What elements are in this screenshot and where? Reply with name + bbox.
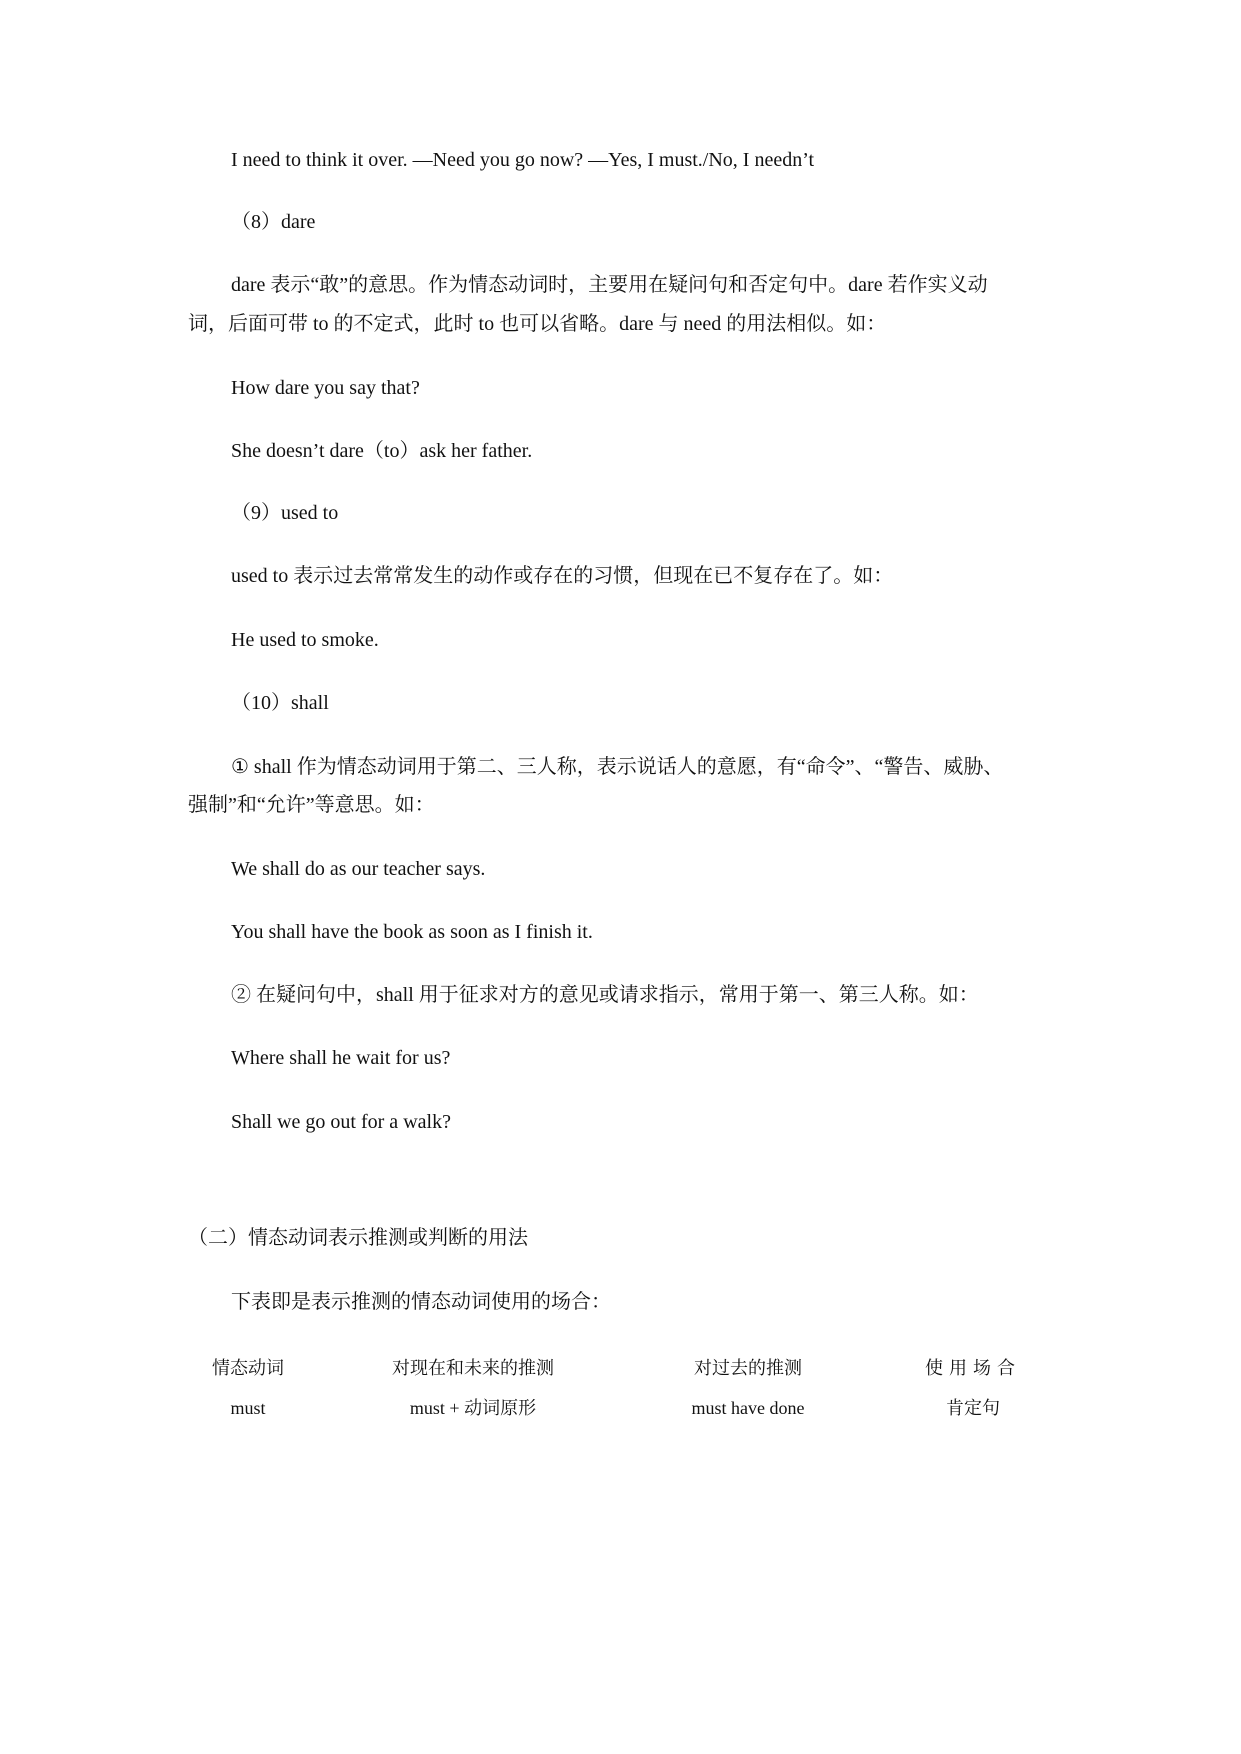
table-header-cell: 对现在和未来的推测: [392, 1358, 554, 1378]
dare-explanation-line-2: 词，后面可带 to 的不定式，此时 to 也可以省略。dare 与 need 的用法相似。如：: [188, 313, 887, 335]
table-cell: must: [230, 1398, 266, 1418]
table-cell: must + 动词原形: [409, 1398, 537, 1418]
example-sentence-shall-3: Where shall he wait for us?: [231, 1047, 451, 1069]
example-sentence-shall-2: You shall have the book as soon as I finish it.: [231, 921, 593, 943]
table-header-cell: 情态动词: [212, 1358, 284, 1378]
table-intro: 下表即是表示推测的情态动词使用的场合：: [231, 1291, 611, 1313]
example-sentence-used-to: He used to smoke.: [231, 629, 379, 651]
table-row: [188, 1394, 1068, 1422]
example-sentence-dare-1: How dare you say that?: [231, 377, 420, 399]
example-sentence-need: I need to think it over. —Need you go now? —Yes, I must./No, I needn’t: [231, 149, 815, 171]
example-sentence-dare-2: She doesn’t dare（to）ask her father.: [231, 440, 533, 462]
section-heading-inference: （二）情态动词表示推测或判断的用法: [188, 1227, 528, 1249]
table-header-cell: 对过去的推测: [694, 1358, 802, 1378]
shall-explanation-1-line-2: 强制”和“允许”等意思。如：: [188, 794, 435, 816]
section-heading-shall: （10）shall: [231, 692, 329, 714]
table-cell: 肯定句: [946, 1398, 1000, 1418]
section-heading-dare: （8）dare: [231, 211, 316, 233]
used-to-explanation: used to 表示过去常常发生的动作或存在的习惯，但现在已不复存在了。如：: [231, 565, 894, 587]
example-sentence-shall-4: Shall we go out for a walk?: [231, 1111, 451, 1133]
table-header-row: [188, 1354, 1068, 1382]
shall-explanation-1-line-1: ① shall 作为情态动词用于第二、三人称，表示说话人的意愿，有“命令”、“警告、威胁、: [231, 756, 1004, 778]
table-header-cell: 使用场合: [925, 1358, 1021, 1378]
example-sentence-shall-1: We shall do as our teacher says.: [231, 858, 486, 880]
shall-explanation-2: ② 在疑问句中，shall 用于征求对方的意见或请求指示，常用于第一、第三人称。如：: [231, 984, 979, 1006]
section-heading-used-to: （9）used to: [231, 502, 339, 524]
dare-explanation-line-1: dare 表示“敢”的意思。作为情态动词时，主要用在疑问句和否定句中。dare 若作实义动: [231, 274, 988, 296]
table-cell: must have done: [691, 1398, 805, 1418]
